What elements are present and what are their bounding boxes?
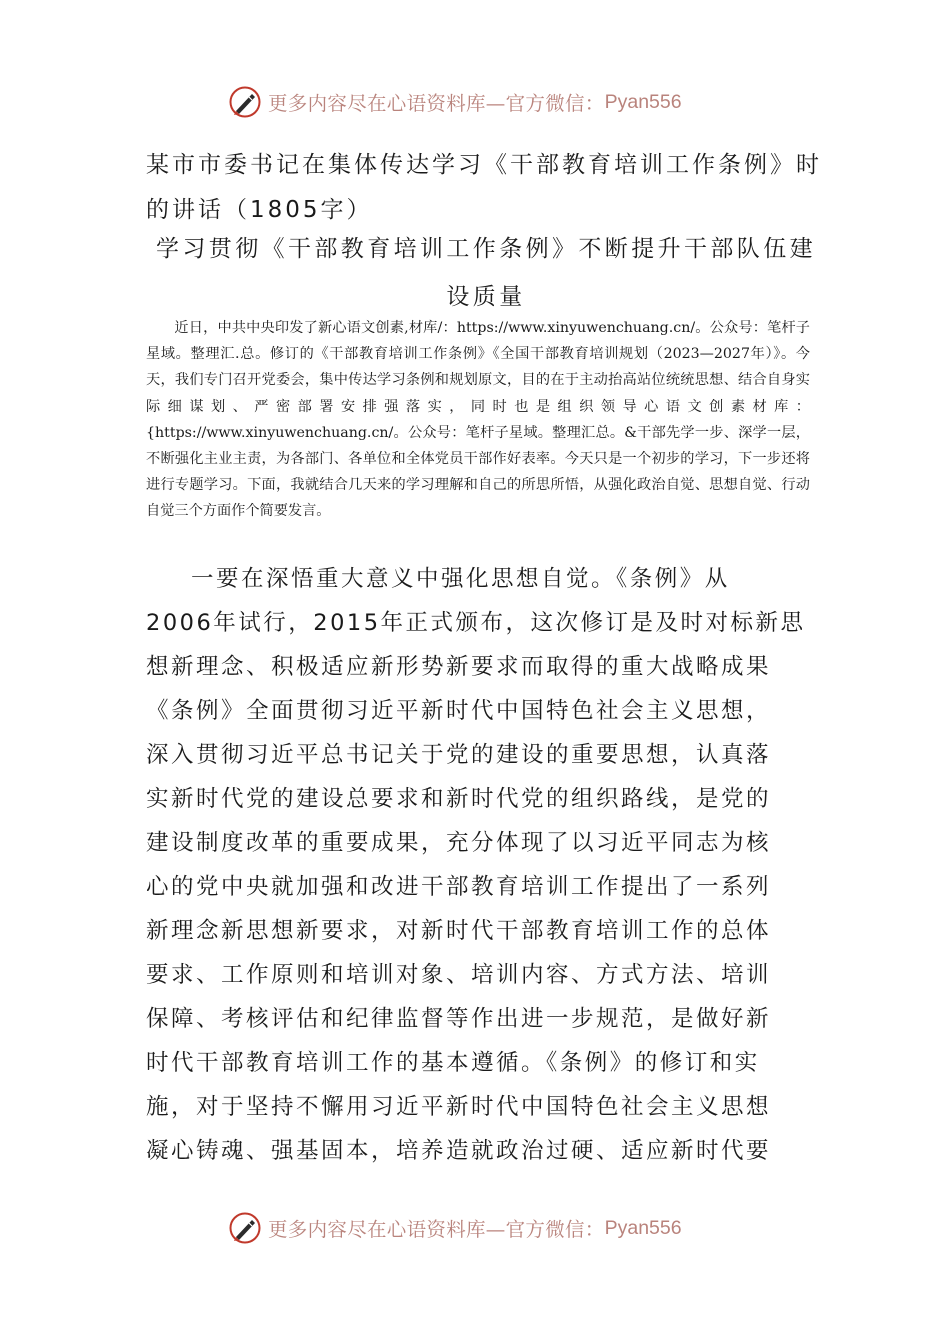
- intro-paragraph: 近日，中共中央印发了新心语文创素,材库/：https://www.xinyuwenchuang.cn/。公众号：笔杆子星域。整理汇.总。修订的《干部教育培训工作条例》《全国干部教育培训规划（2023—2027年）》。今天，我们专门召开党委会，集中传达学习条例和规划原文，目的在于主动抬高站位统统思想、结合自身实际细谋划、严密部署安排强落实，同时也是组织领导心语文创素材库：{https://www.xinyuwenchuang.cn/。公众号：笔杆子星域。整理汇总。&干部先学一步、深学一层，不断强化主业主责，为各部门、各单位和全体党员干部作好表率。今天只是一个初步的学习，下一步还将进行专题学习。下面，我就结合几天来的学习理解和自己的所思所悟，从强化政治自觉、思想自觉、行动自觉三个方面作个简要发言。: [146, 320, 810, 520]
- body-line: 时代干部教育培训工作的基本遵循。《条例》的修订和实: [146, 1050, 760, 1076]
- body-line: 建设制度改革的重要成果，充分体现了以习近平同志为核: [146, 830, 772, 856]
- banner-wechat-account: Pyan556: [604, 1216, 682, 1239]
- header-watermark-banner: [228, 82, 788, 122]
- body-line: 想新理念、积极适应新形势新要求而取得的重大战略成果: [146, 654, 772, 680]
- body-line: 一要在深悟重大意义中强化思想自觉。《条例》从: [191, 566, 730, 592]
- banner-text: 更多内容尽在心语资料库—官方微信：: [268, 1218, 605, 1241]
- body-line: 深入贯彻习近平总书记关于党的建设的重要思想，认真落: [146, 742, 772, 768]
- body-line: 《条例》全面贯彻习近平新时代中国特色社会主义思想，: [146, 698, 772, 724]
- body-line: 心的党中央就加强和改进干部教育培训工作提出了一系列: [146, 874, 772, 900]
- body-line: 施，对于坚持不懈用习近平新时代中国特色社会主义思想: [146, 1094, 772, 1120]
- pen-logo-icon: [228, 85, 262, 119]
- body-line: 保障、考核评估和纪律监督等作出进一步规范，是做好新: [146, 1006, 772, 1032]
- body-line: 实新时代党的建设总要求和新时代党的组织路线，是党的: [146, 786, 772, 812]
- document-subtitle: 学习贯彻《干部教育培训工作条例》不断提升干部队伍建设质量: [156, 236, 816, 310]
- banner-text: 更多内容尽在心语资料库—官方微信：: [268, 92, 605, 115]
- body-line: 2006年试行，2015年正式颁布，这次修订是及时对标新思: [146, 610, 806, 636]
- banner-wechat-account: Pyan556: [604, 90, 682, 113]
- body-line: 凝心铸魂、强基固本，培养造就政治过硬、适应新时代要: [146, 1138, 772, 1164]
- body-line: 要求、工作原则和培训对象、培训内容、方式方法、培训: [146, 962, 772, 988]
- body-line: 新理念新思想新要求，对新时代干部教育培训工作的总体: [146, 918, 772, 944]
- body-paragraph: [146, 557, 806, 1173]
- document-title: 某市市委书记在集体传达学习《干部教育培训工作条例》时的讲话（1805字）: [146, 152, 822, 223]
- footer-watermark-banner: [228, 1208, 788, 1248]
- pen-logo-icon: [228, 1211, 262, 1245]
